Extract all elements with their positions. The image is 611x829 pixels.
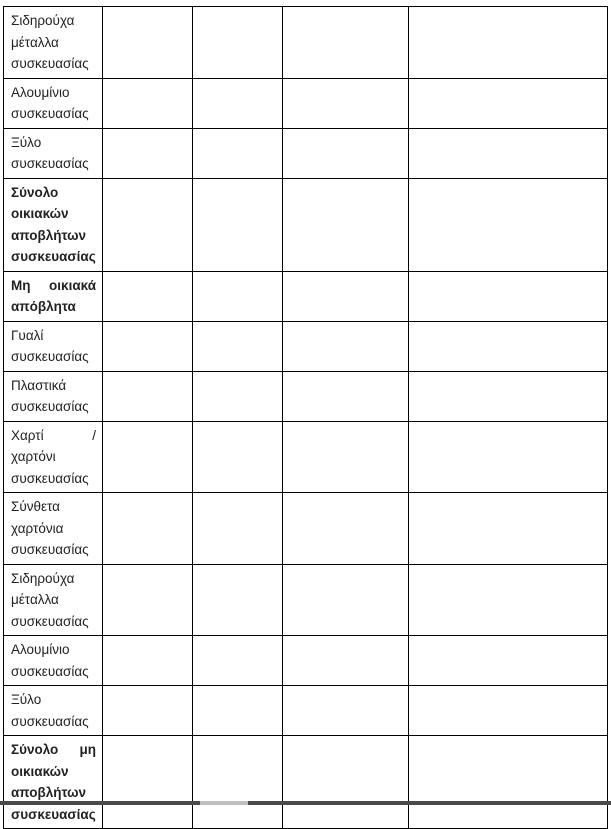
empty-cell (103, 271, 193, 321)
empty-cell (283, 271, 409, 321)
table-row (4, 686, 608, 736)
empty-cell (193, 7, 283, 79)
table-row (4, 178, 608, 271)
row-label: Μη οικιακά απόβλητα (4, 271, 103, 321)
empty-cell (193, 564, 283, 636)
empty-cell (103, 736, 193, 829)
bottom-edge-segment (200, 801, 248, 805)
empty-cell (193, 78, 283, 128)
empty-cell (193, 321, 283, 371)
empty-cell (409, 78, 608, 128)
empty-cell (103, 564, 193, 636)
empty-cell (283, 736, 409, 829)
table-row (4, 736, 608, 829)
empty-cell (283, 178, 409, 271)
page-bottom-edge (0, 801, 611, 805)
empty-cell (283, 371, 409, 421)
empty-cell (409, 636, 608, 686)
row-label: Σύνολο οικιακών αποβλήτων συσκευασίας (4, 178, 103, 271)
row-label: Σύνολο μη οικιακών αποβλήτων συσκευασίας (4, 736, 103, 829)
row-label: Πλαστικά συσκευασίας (4, 371, 103, 421)
empty-cell (283, 686, 409, 736)
empty-cell (103, 321, 193, 371)
empty-cell (193, 736, 283, 829)
row-label: Ξύλο συσκευασίας (4, 128, 103, 178)
row-label: Σύνθετα χαρτόνια συσκευασίας (4, 493, 103, 565)
empty-cell (409, 128, 608, 178)
empty-cell (283, 493, 409, 565)
empty-cell (283, 321, 409, 371)
table-row (4, 371, 608, 421)
row-label: Χαρτί / χαρτόνι συσκευασίας (4, 421, 103, 493)
row-label: Σιδηρούχα μέταλλα συσκευασίας (4, 7, 103, 79)
table-row (4, 78, 608, 128)
empty-cell (409, 7, 608, 79)
empty-cell (283, 421, 409, 493)
empty-cell (103, 128, 193, 178)
empty-cell (193, 421, 283, 493)
empty-cell (409, 178, 608, 271)
table-row (4, 564, 608, 636)
empty-cell (409, 271, 608, 321)
row-label: Αλουμίνιο συσκευασίας (4, 78, 103, 128)
empty-cell (103, 7, 193, 79)
empty-cell (103, 178, 193, 271)
empty-cell (283, 78, 409, 128)
table-row (4, 7, 608, 79)
empty-cell (193, 178, 283, 271)
empty-cell (283, 128, 409, 178)
empty-cell (283, 636, 409, 686)
empty-cell (193, 128, 283, 178)
empty-cell (409, 421, 608, 493)
empty-cell (193, 636, 283, 686)
empty-cell (409, 736, 608, 829)
empty-cell (409, 686, 608, 736)
empty-cell (103, 78, 193, 128)
table-row (4, 321, 608, 371)
empty-cell (283, 7, 409, 79)
row-label: Γυαλί συσκευασίας (4, 321, 103, 371)
empty-cell (409, 321, 608, 371)
empty-cell (103, 686, 193, 736)
empty-cell (283, 564, 409, 636)
empty-cell (103, 493, 193, 565)
table-row (4, 128, 608, 178)
table-row (4, 271, 608, 321)
empty-cell (193, 493, 283, 565)
empty-cell (193, 686, 283, 736)
table-row (4, 493, 608, 565)
empty-cell (103, 421, 193, 493)
empty-cell (409, 371, 608, 421)
table-row (4, 636, 608, 686)
packaging-waste-table (3, 6, 608, 829)
row-label: Αλουμίνιο συσκευασίας (4, 636, 103, 686)
empty-cell (409, 493, 608, 565)
empty-cell (193, 271, 283, 321)
empty-cell (193, 371, 283, 421)
empty-cell (409, 564, 608, 636)
table-row (4, 421, 608, 493)
empty-cell (103, 371, 193, 421)
row-label: Ξύλο συσκευασίας (4, 686, 103, 736)
row-label: Σιδηρούχα μέταλλα συσκευασίας (4, 564, 103, 636)
empty-cell (103, 636, 193, 686)
